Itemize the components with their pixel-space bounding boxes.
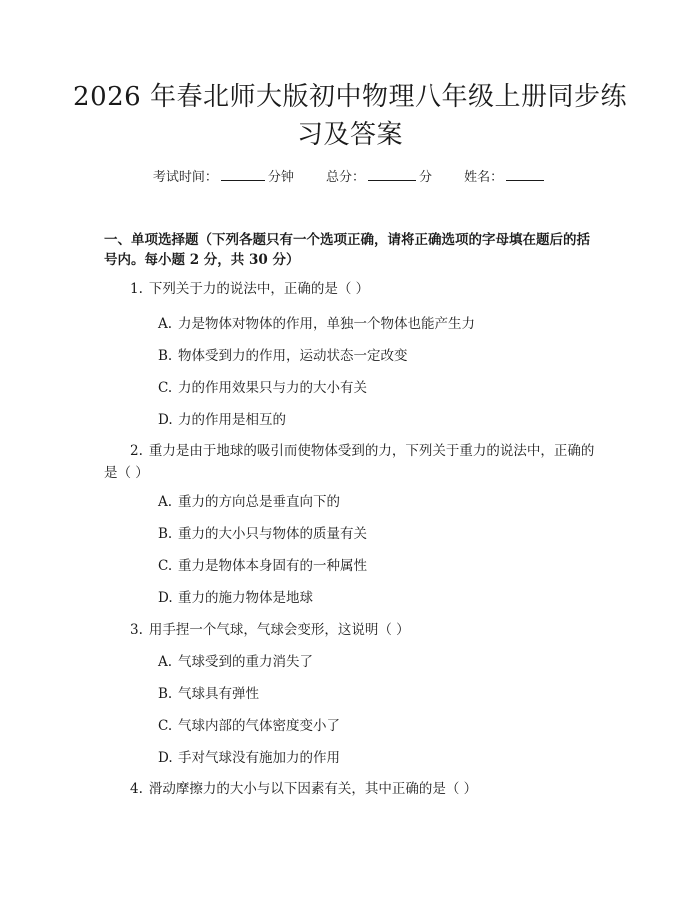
option-text: 物体受到力的作用，运动状态一定改变 [178, 348, 408, 364]
student-name-blank [506, 168, 544, 181]
question-3 [104, 619, 600, 641]
question-number: 3. [130, 622, 143, 638]
option-letter: A. [158, 654, 173, 670]
question-2-option-a [158, 492, 598, 512]
option-text: 重力的施力物体是地球 [178, 590, 313, 606]
question-2 [104, 440, 600, 484]
option-letter: D. [158, 412, 173, 428]
exam-time-label: 考试时间： [152, 170, 218, 185]
option-letter: C. [158, 380, 173, 396]
question-1-option-a [158, 314, 598, 334]
exam-time-field [153, 168, 294, 187]
option-letter: A. [158, 316, 173, 332]
question-text: 用手捏一个气球，气球会变形，这说明（ ） [148, 622, 410, 638]
total-score-field [326, 168, 432, 187]
option-text: 重力的方向总是垂直向下的 [178, 494, 340, 510]
option-text: 重力的大小只与物体的质量有关 [178, 526, 367, 542]
option-letter: B. [158, 686, 173, 702]
total-score-blank [368, 168, 416, 181]
option-letter: D. [158, 590, 173, 606]
option-text: 气球内部的气体密度变小了 [178, 718, 340, 734]
question-3-option-c [158, 716, 598, 736]
question-text: 重力是由于地球的吸引而使物体受到的力，下列关于重力的说法中，正确的是（ ） [104, 443, 595, 481]
question-1-option-d [158, 410, 598, 430]
question-text: 滑动摩擦力的大小与以下因素有关，其中正确的是（ ） [148, 781, 478, 797]
question-1-option-b [158, 346, 598, 366]
option-text: 力是物体对物体的作用，单独一个物体也能产生力 [178, 316, 475, 332]
option-letter: C. [158, 558, 173, 574]
option-text: 气球具有弹性 [178, 686, 259, 702]
question-1 [104, 278, 600, 300]
question-3-option-d [158, 748, 598, 768]
option-letter: B. [158, 348, 173, 364]
total-score-label: 总分： [325, 170, 365, 185]
student-name-label: 姓名： [464, 170, 504, 185]
question-3-option-b [158, 684, 598, 704]
question-2-option-b [158, 524, 598, 544]
question-text: 下列关于力的说法中，正确的是（ ） [148, 281, 370, 297]
option-letter: B. [158, 526, 173, 542]
option-text: 重力是物体本身固有的一种属性 [178, 558, 367, 574]
option-text: 力的作用是相互的 [178, 412, 286, 428]
question-number: 4. [130, 781, 143, 797]
document-title: 2026 年春北师大版初中物理八年级上册同步练习及答案 [73, 82, 627, 150]
question-number: 2. [130, 443, 143, 459]
option-letter: C. [158, 718, 173, 734]
exam-time-unit: 分钟 [267, 170, 294, 185]
question-2-option-c [158, 556, 598, 576]
question-4 [104, 778, 600, 800]
option-letter: A. [158, 494, 173, 510]
question-1-option-c [158, 378, 598, 398]
option-text: 力的作用效果只与力的大小有关 [178, 380, 367, 396]
section-heading: 一、单项选择题（下列各题只有一个选项正确，请将正确选项的字母填在题后的括号内。每小题 2 分，共 30 分） [104, 232, 590, 268]
question-number: 1. [130, 281, 143, 297]
student-name-field [464, 168, 547, 187]
exam-time-blank [221, 168, 265, 181]
question-3-option-a [158, 652, 598, 672]
question-2-option-d [158, 588, 598, 608]
exam-info-line [0, 168, 700, 187]
option-letter: D. [158, 750, 173, 766]
total-score-unit: 分 [419, 170, 433, 185]
option-text: 手对气球没有施加力的作用 [178, 750, 340, 766]
option-text: 气球受到的重力消失了 [178, 654, 313, 670]
